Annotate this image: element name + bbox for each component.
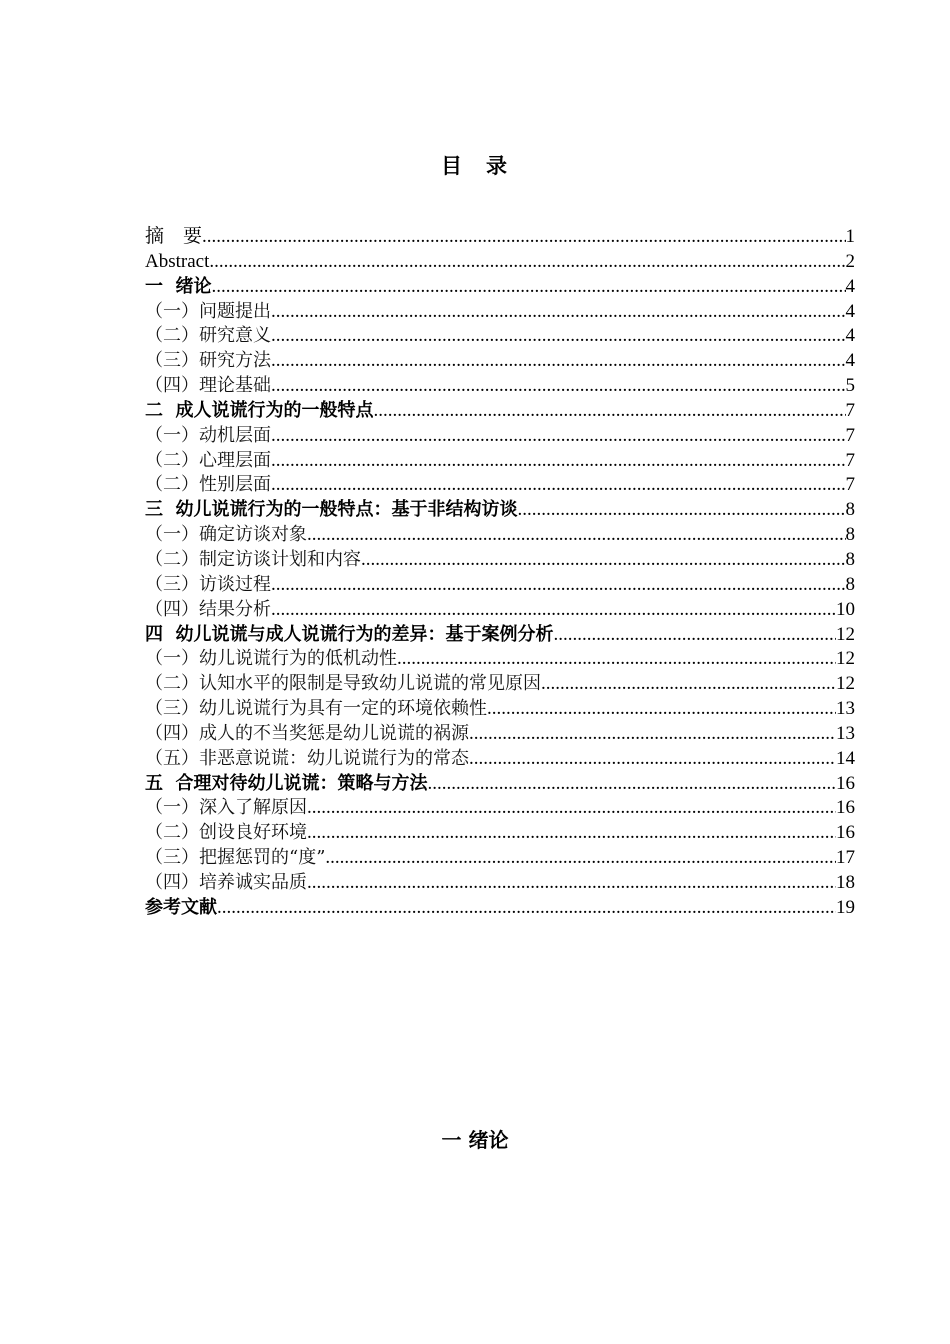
toc-page-number: 18 (836, 871, 855, 893)
toc-entry[interactable] (145, 349, 855, 374)
toc-entry[interactable] (145, 324, 855, 349)
toc-dot-leader (307, 871, 836, 896)
toc-entry[interactable] (145, 300, 855, 325)
toc-page-number: 7 (845, 474, 855, 496)
toc-entry[interactable] (145, 747, 855, 772)
toc-dot-leader (271, 473, 846, 498)
toc-page-number: 12 (836, 623, 855, 645)
toc-dot-leader (217, 896, 836, 921)
toc-entry[interactable] (145, 821, 855, 846)
toc-dot-leader (271, 300, 846, 325)
toc-dot-leader (212, 275, 846, 300)
toc-entry-label: （二）创设良好环境 (145, 822, 307, 844)
toc-entry-label: （二）心理层面 (145, 449, 271, 471)
toc-page-number: 14 (836, 747, 855, 769)
toc-dot-leader (271, 374, 846, 399)
toc-dot-leader (518, 498, 846, 523)
toc-entry-label: （一）动机层面 (145, 424, 271, 446)
toc-entry-label: （四）理论基础 (145, 375, 271, 397)
toc-dot-leader (271, 349, 846, 374)
toc-page-number: 7 (845, 424, 855, 446)
toc-entry-label: 四 幼儿说谎与成人说谎行为的差异：基于案例分析 (145, 623, 554, 645)
toc-entry[interactable] (145, 523, 855, 548)
toc-entry-label: （二）性别层面 (145, 474, 271, 496)
toc-entry[interactable] (145, 498, 855, 523)
toc-dot-leader (325, 846, 836, 871)
toc-entry-label: （一）问题提出 (145, 300, 271, 322)
toc-dot-leader (307, 796, 836, 821)
toc-entry-label: （四）成人的不当奖惩是幼儿说谎的祸源 (145, 722, 469, 744)
toc-dot-leader (397, 647, 836, 672)
toc-dot-leader (361, 548, 846, 573)
toc-entry[interactable] (145, 399, 855, 424)
toc-entry[interactable] (145, 275, 855, 300)
toc-dot-leader (271, 424, 846, 449)
toc-entry[interactable] (145, 250, 855, 275)
toc-entry-label: （三）研究方法 (145, 350, 271, 372)
toc-entry-label: （二）制定访谈计划和内容 (145, 548, 361, 570)
toc-entry[interactable] (145, 374, 855, 399)
toc-entry-label: （三）幼儿说谎行为具有一定的环境依赖性 (145, 698, 487, 720)
toc-entry-label: （一）深入了解原因 (145, 797, 307, 819)
toc-entry-label: 摘 要 (145, 226, 203, 247)
toc-entry-label: （三）把握惩罚的“度” (145, 847, 326, 869)
toc-entry-label: （一）确定访谈对象 (145, 524, 307, 546)
toc-entry-label: （二）认知水平的限制是导致幼儿说谎的常见原因 (145, 673, 541, 695)
toc-page-number: 8 (845, 499, 855, 521)
toc-page-number: 13 (836, 698, 855, 720)
toc-page-number: 7 (845, 399, 855, 421)
toc-dot-leader (307, 523, 846, 548)
toc-dot-leader (271, 449, 846, 474)
toc-page-number: 17 (836, 847, 855, 869)
toc-page-number: 5 (845, 375, 855, 397)
toc-entry[interactable] (145, 796, 855, 821)
toc-entry-label: （一）幼儿说谎行为的低机动性 (145, 648, 397, 670)
toc-page-number: 12 (836, 648, 855, 670)
title-part1: 目 (441, 154, 464, 178)
toc-dot-leader (374, 399, 846, 424)
toc-page-number: 4 (845, 325, 855, 347)
toc-entry[interactable] (145, 598, 855, 623)
toc-page-number: 13 (836, 722, 855, 744)
toc-dot-leader (271, 573, 846, 598)
toc-dot-leader (202, 225, 845, 250)
toc-page-number: 16 (836, 772, 855, 794)
toc-entry-label: （二）研究意义 (145, 325, 271, 347)
toc-entry[interactable] (145, 672, 855, 697)
toc-entry[interactable] (145, 225, 855, 250)
toc-page-number: 8 (845, 548, 855, 570)
toc-entry[interactable] (145, 573, 855, 598)
toc-dot-leader (487, 697, 836, 722)
toc-entry-label: 五 合理对待幼儿说谎：策略与方法 (145, 772, 428, 794)
toc-dot-leader (469, 722, 836, 747)
toc-page-number: 19 (836, 896, 855, 918)
toc-page-number: 12 (836, 673, 855, 695)
toc-page-number: 8 (845, 573, 855, 595)
toc-entry[interactable] (145, 896, 855, 921)
toc-dot-leader (469, 747, 836, 772)
toc-entry-label: （四）结果分析 (145, 598, 271, 620)
toc-entry-label: 二 成人说谎行为的一般特点 (145, 399, 374, 421)
toc-page-number: 16 (836, 822, 855, 844)
section-heading: 一 绪论 (441, 1128, 509, 1152)
toc-entry-label: 三 幼儿说谎行为的一般特点：基于非结构访谈 (145, 499, 518, 521)
table-of-contents (145, 225, 855, 921)
toc-entry[interactable] (145, 697, 855, 722)
toc-entry[interactable] (145, 623, 855, 648)
page-title (0, 150, 950, 180)
toc-page-number: 8 (845, 524, 855, 546)
toc-entry-label: 一 绪论 (145, 275, 212, 297)
toc-entry[interactable] (145, 647, 855, 672)
toc-entry-label: （三）访谈过程 (145, 573, 271, 595)
toc-entry[interactable] (145, 846, 855, 871)
toc-entry-label: 参考文献 (145, 896, 217, 918)
toc-entry[interactable] (145, 548, 855, 573)
toc-page-number: 4 (845, 300, 855, 322)
toc-page-number: 7 (845, 449, 855, 471)
toc-entry-label: （五）非恶意说谎：幼儿说谎行为的常态 (145, 747, 469, 769)
toc-entry-label: Abstract (145, 250, 210, 272)
toc-dot-leader (307, 821, 836, 846)
toc-page-number: 2 (845, 250, 855, 272)
toc-entry[interactable] (145, 473, 855, 498)
toc-page-number: 1 (845, 226, 855, 247)
toc-dot-leader (271, 598, 836, 623)
toc-entry[interactable] (145, 424, 855, 449)
title-part2: 录 (486, 154, 509, 178)
toc-page-number: 4 (845, 350, 855, 372)
toc-dot-leader (554, 623, 836, 648)
toc-dot-leader (209, 250, 845, 275)
toc-entry[interactable] (145, 772, 855, 797)
toc-dot-leader (428, 772, 836, 797)
toc-page-number: 4 (845, 275, 855, 297)
toc-entry[interactable] (145, 722, 855, 747)
toc-entry-label: （四）培养诚实品质 (145, 871, 307, 893)
toc-page-number: 16 (836, 797, 855, 819)
toc-entry[interactable] (145, 871, 855, 896)
toc-dot-leader (541, 672, 836, 697)
toc-entry[interactable] (145, 449, 855, 474)
toc-page-number: 10 (836, 598, 855, 620)
toc-dot-leader (271, 324, 846, 349)
